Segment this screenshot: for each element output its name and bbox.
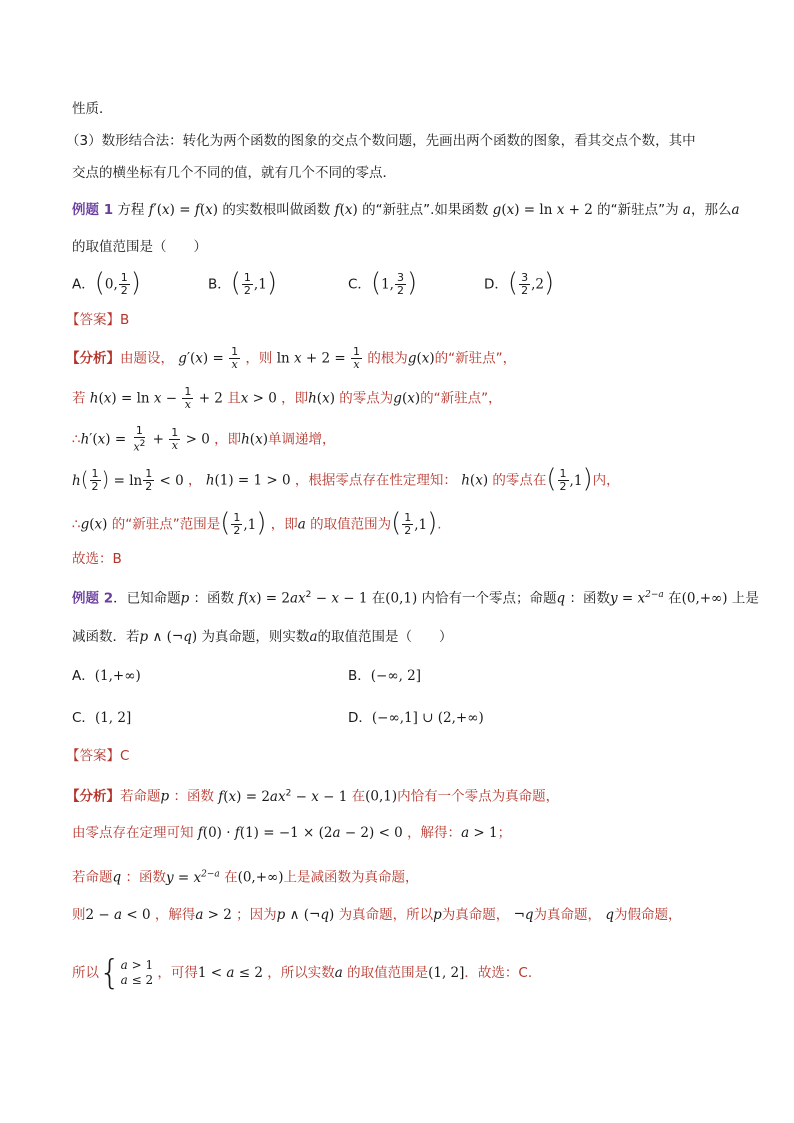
example1-label: 例题 1 [72,202,114,218]
example2-option-a: A．(1,+∞) [72,668,141,684]
example2-analysis-line-2: 由零点存在定理可知 f(0) · f(1) = −1 × (2a − 2) < 0 ，解得：a > 1； [72,825,512,841]
intro-line-3: 交点的横坐标有几个不同的值，就有几个不同的零点． [72,165,396,181]
example2-label: 例题 2 [72,590,114,607]
example2-analysis-line-3: 若命题q ：函数$y = x^{2-a}$ 在(0,+∞)上是减函数为真命题， [72,869,419,886]
example2-question-line-1: 例题 2．已知命题p ：函数 $f(x) = 2ax^2 - x - 1$ 在(0,1) 内恰有一个零点；命题q ：函数$y = x^{2-a}$ 在(0,+∞) 上是 [72,590,759,607]
example1-choose: 故选：B [72,551,122,567]
example1-analysis-line-3: ∴h′(x) = $\frac{1}{x^2}$ + $\frac{1}{x}$ > 0 ，即h(x)单调递增， [72,424,336,454]
example2-question-line-2: 减函数．若p ∧ (¬q) 为真命题，则实数a的取值范围是（ ） [72,629,453,645]
example1-option-c: C．(1, $\frac{3}{2}$ ) [348,267,418,298]
example1-question-line-1: 例题 1 方程 f′(x) = f(x) 的实数根叫做函数 f(x) 的“新驻点”.如果函数 g(x) = ln x + 2 的“新驻点”为 a，那么a [72,202,740,218]
example2-option-b: B．(−∞, 2] [348,668,422,684]
example2-option-c: C．(1, 2] [72,710,132,726]
example1-option-d: D．( $\frac{3}{2}$ ,2) [484,267,555,298]
example1-analysis-line-4: h( $\frac{1}{2}$ ) = ln $\frac{1}{2}$ < 0 ， h(1) = 1 > 0 ，根据零点存在性定理知： h(x) 的零点在( $\frac{1}{2}$ ,1)内， [72,463,620,494]
example2-option-d: D．(−∞,1] ∪ (2,+∞) [348,710,484,726]
intro-line-1: 性质． [72,101,113,117]
example1-analysis-line-1: 【分析】由题设， g′(x) = $\frac{1}{x}$ ，则 ln x + 2 = $\frac{1}{x}$ 的根为g(x)的“新驻点”， [66,345,517,371]
example1-answer: 【答案】B [66,312,130,328]
example1-option-b: B．( $\frac{1}{2}$ ,1) [208,267,277,298]
example1-question-line-2: 的取值范围是（ ） [72,239,207,255]
example2-analysis-line-4: 则2 − a < 0 ，解得a > 2 ；因为p ∧ (¬q) 为真命题，所以p为真命题， ¬q为真命题， q为假命题， [72,907,682,923]
example1-analysis-line-5: ∴g(x) 的“新驻点”范围是( $\frac{1}{2}$ ,1) ，即a 的取值范围为( $\frac{1}{2}$ ,1). [72,507,442,538]
example2-analysis-line-5: 所以{ a > 1 a ≤ 2 ，可得1 < a ≤ 2 ，所以实数a 的取值范围是(1, 2]．故选：C. [72,953,533,993]
example1-analysis-line-2: 若 h(x) = ln x − $\frac{1}{x}$ + 2 且x > 0 ，即h(x) 的零点为g(x)的“新驻点”， [72,385,502,411]
example1-option-a: A．(0, $\frac{1}{2}$ ) [72,267,141,298]
intro-line-2: （3）数形结合法：转化为两个函数的图象的交点个数问题，先画出两个函数的图象，看其交点个数，其中 [66,133,696,149]
example2-analysis-line-1: 【分析】若命题p ：函数 $f(x) = 2ax^2 - x - 1$ 在(0,1)内恰有一个零点为真命题， [66,788,560,805]
example2-answer: 【答案】C [66,748,130,764]
